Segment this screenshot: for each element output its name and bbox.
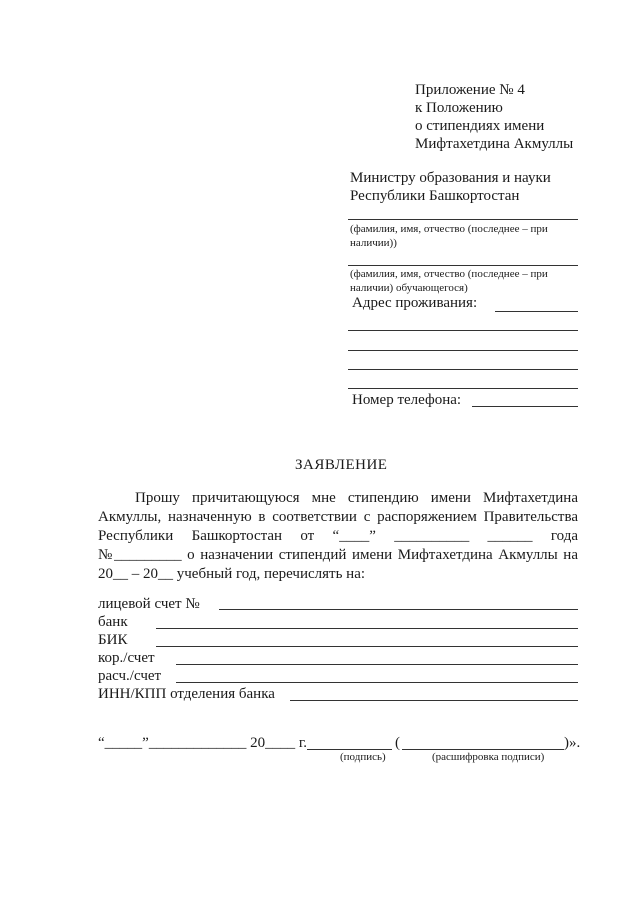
close-paren: )». [564, 735, 581, 751]
address-line-1[interactable] [348, 330, 578, 331]
settlement-account-line[interactable] [176, 682, 578, 683]
statement-line-5: 20__ – 20__ учебный год, перечислять на: [98, 566, 366, 582]
address-line-0[interactable] [495, 311, 578, 312]
phone-label: Номер телефона: [352, 392, 462, 408]
address-line-3[interactable] [348, 369, 578, 370]
corr-account-line[interactable] [176, 664, 578, 665]
inn-kpp-label: ИНН/КПП отделения банка [98, 686, 275, 702]
open-paren: ( [395, 735, 400, 751]
fio-line-1[interactable] [348, 219, 578, 220]
inn-kpp-line[interactable] [290, 700, 578, 701]
settlement-account-label: расч./счет [98, 668, 162, 684]
decode-line[interactable] [402, 749, 564, 750]
fio-hint-2b: наличии) обучающегося) [350, 282, 468, 294]
appendix-line-3: о стипендиях имени [415, 118, 545, 134]
statement-line-1: Прошу причитающуюся мне стипендию имени Мифтахетдина [135, 490, 578, 506]
appendix-line-1: Приложение № 4 [415, 82, 525, 98]
address-line-4[interactable] [348, 388, 578, 389]
phone-line[interactable] [472, 406, 578, 407]
account-label: лицевой счет № [98, 596, 200, 612]
bik-label: БИК [98, 632, 128, 648]
signature-hint: (подпись) [340, 751, 386, 763]
recipient-line-2: Республики Башкортостан [350, 188, 520, 204]
bik-line[interactable] [156, 646, 578, 647]
statement-line-4: №_________ о назначении стипендий имени Мифтахетдина Акмуллы на [98, 547, 578, 563]
statement-line-2: Акмуллы, назначенную в соответствии с распоряжением Правительства [98, 509, 578, 525]
recipient-line-1: Министру образования и науки [350, 170, 551, 186]
account-line[interactable] [219, 609, 578, 610]
statement-title: ЗАЯВЛЕНИЕ [295, 457, 388, 473]
address-line-2[interactable] [348, 350, 578, 351]
bank-label: банк [98, 614, 128, 630]
signature-line[interactable] [307, 749, 392, 750]
corr-account-label: кор./счет [98, 650, 155, 666]
address-label: Адрес проживания: [352, 295, 478, 311]
fio-hint-2a: (фамилия, имя, отчество (последнее – при [350, 268, 548, 280]
decode-hint: (расшифровка подписи) [432, 751, 545, 763]
bank-line[interactable] [156, 628, 578, 629]
signature-date: “_____”_____________ 20____ г. [98, 735, 308, 751]
fio-line-2[interactable] [348, 265, 578, 266]
appendix-line-2: к Положению [415, 100, 503, 116]
fio-hint-1a: (фамилия, имя, отчество (последнее – при [350, 223, 548, 235]
fio-hint-1b: наличии)) [350, 237, 397, 249]
appendix-line-4: Мифтахетдина Акмуллы [415, 136, 574, 152]
statement-line-3: Республики Башкортостан от “____” __________ ______ года [98, 528, 578, 544]
